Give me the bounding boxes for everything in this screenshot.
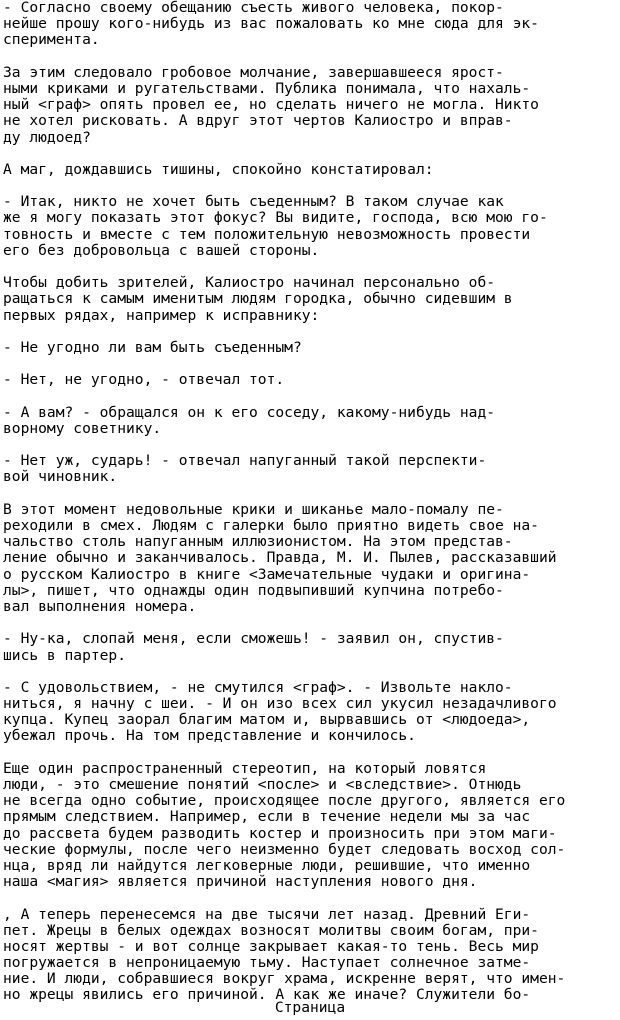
- text-line: , А теперь перенесемся на две тысячи лет назад. Древний Еги-: [3, 905, 531, 923]
- text-line: товность и вместе с тем положительную невозможность провести: [3, 225, 531, 243]
- text-line: люди, - это смешение понятий <после> и <вследствие>. Отнюдь: [3, 776, 522, 793]
- text-line: ческие формулы, после чего неизменно будет следовать восход сол-: [3, 840, 566, 858]
- paragraph: [3, 194, 620, 259]
- text-line: погружается в непроницаемую тьму. Наступает солнечное затме-: [3, 954, 531, 972]
- text-line: - Согласно своему обещанию съесть живого человека, покор-: [3, 0, 504, 16]
- paragraph: [3, 761, 620, 891]
- text-line: - Не угодно ли вам быть съеденным?: [3, 338, 302, 356]
- page-footer: Страница: [274, 999, 346, 1016]
- text-line: Еще один распространенный стереотип, на который ловятся: [3, 759, 487, 777]
- text-line: но жрецы явились его причиной. А как же иначе? Служители бо-: [3, 986, 531, 1004]
- paragraph: [3, 65, 620, 146]
- text-line: купца. Купец заорал благим матом и, вырвавшись от <людоеда>,: [3, 711, 531, 729]
- paragraph: [3, 631, 620, 663]
- paragraph: [3, 275, 620, 324]
- text-line: не хотел рисковать. А вдруг этот чертов Калиостро и вправ-: [3, 112, 513, 130]
- text-line: убежал прочь. На том представление и кончилось.: [3, 727, 416, 745]
- text-line: - А вам? - обращался он к его соседу, какому-нибудь над-: [3, 403, 496, 421]
- text-line: ращаться к самым именитым людям городка, обычно сидевшим в: [3, 290, 513, 308]
- paragraph: [3, 372, 620, 388]
- text-line: вой чиновник.: [3, 468, 118, 486]
- text-line: ние. И люди, собравшиеся вокруг храма, искренне верят, что имен-: [3, 970, 566, 988]
- text-line: За этим следовало гробовое молчание, завершавшееся ярост-: [3, 63, 504, 81]
- paragraph: [3, 405, 620, 437]
- text-line: прямым следствием. Например, если в течение недели мы за час: [3, 808, 531, 826]
- text-line: - Итак, никто не хочет быть съеденным? В таком случае как: [3, 193, 504, 211]
- text-line: наша <магия> является причиной наступления нового дня.: [3, 873, 478, 891]
- text-line: - Нет, не угодно, - отвечал тот.: [3, 371, 285, 389]
- text-line: о русском Калиостро в книге <Замечательные чудаки и оригина-: [3, 565, 531, 583]
- text-line: ниться, я начну с шеи. - И он изо всех сил укусил незадачливого: [3, 695, 557, 713]
- paragraph: [3, 907, 620, 1004]
- paragraph: [3, 162, 620, 178]
- text-line: ду людоед?: [3, 128, 91, 146]
- document-body: [3, 0, 620, 1004]
- text-line: шись в партер.: [3, 646, 127, 664]
- text-line: ными криками и ругательствами. Публика понимала, что нахаль-: [3, 79, 531, 97]
- text-line: - Ну-ка, слопай меня, если сможешь! - заявил он, спустив-: [3, 630, 504, 648]
- text-line: нца, вряд ли найдутся легковерные люди, решившие, что именно: [3, 856, 531, 874]
- text-line: ный <граф> опять провел ее, но сделать ничего не могла. Никто: [3, 96, 539, 114]
- text-line: Чтобы добить зрителей, Калиостро начинал персонально об-: [3, 274, 496, 292]
- text-line: вал выполнения номера.: [3, 597, 197, 615]
- paragraph: [3, 680, 620, 745]
- text-line: - С удовольствием, - не смутился <граф>. - Извольте накло-: [3, 678, 513, 696]
- paragraph: [3, 340, 620, 356]
- text-line: же я могу показать этот фокус? Вы видите, господа, всю мою го-: [3, 209, 548, 227]
- text-line: ворному советнику.: [3, 419, 162, 437]
- text-line: первых рядах, например к исправнику:: [3, 306, 320, 324]
- text-line: нейше прошу кого-нибудь из вас пожаловать ко мне сюда для эк-: [3, 15, 539, 33]
- text-line: до рассвета будем разводить костер и произносить при этом маги-: [3, 824, 557, 842]
- paragraph: [3, 0, 620, 49]
- text-line: не всегда одно событие, происходящее после другого, является его: [3, 792, 566, 810]
- text-line: ление обычно и заканчивалось. Правда, М. И. Пылев, рассказавший: [3, 549, 557, 567]
- text-line: сперимента.: [3, 31, 100, 49]
- text-line: его без добровольца с вашей стороны.: [3, 241, 320, 259]
- text-line: чальство столь напуганным иллюзионистом. На этом представ-: [3, 533, 513, 551]
- text-line: носят жертвы - и вот солнце закрывает какая-то тень. Весь мир: [3, 937, 539, 955]
- text-line: - Нет уж, сударь! - отвечал напуганный такой перспекти-: [3, 452, 487, 470]
- text-line: пет. Жрецы в белых одеждах возносят молитвы своим богам, при-: [3, 921, 539, 939]
- text-line: А маг, дождавшись тишины, спокойно констатировал:: [3, 160, 434, 178]
- text-line: В этот момент недовольные крики и шиканье мало-помалу пе-: [3, 500, 504, 518]
- text-line: реходили в смех. Людям с галерки было приятно видеть свое на-: [3, 517, 539, 534]
- text-line: лы>, пишет, что однажды один подвыпивший купчина потребо-: [3, 581, 504, 599]
- paragraph: [3, 502, 620, 615]
- paragraph: [3, 453, 620, 485]
